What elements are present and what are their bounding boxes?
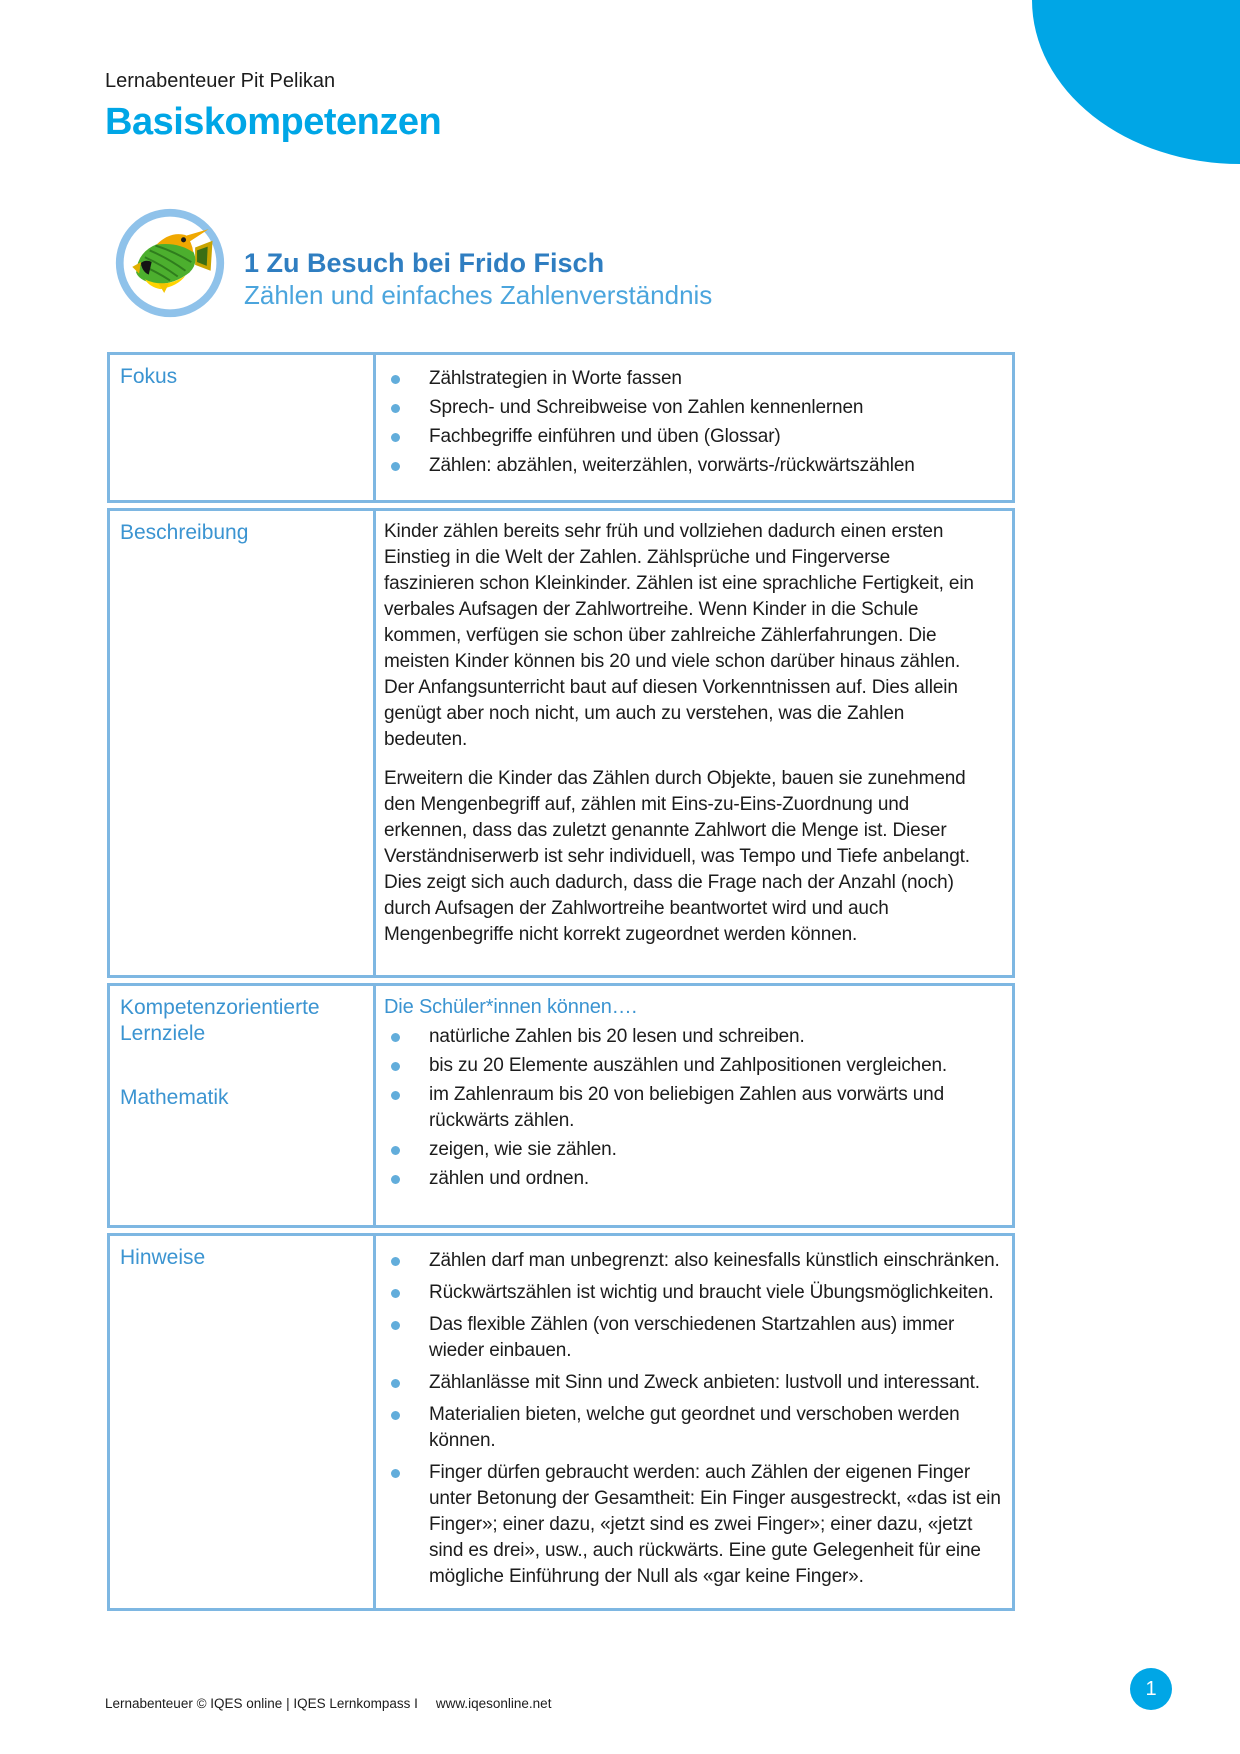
bullet-icon bbox=[391, 1321, 400, 1330]
table-row-lernziele bbox=[107, 983, 1015, 1228]
table-row-hinweise bbox=[107, 1233, 1015, 1611]
bullet-icon bbox=[391, 1062, 400, 1071]
row-content bbox=[376, 355, 1012, 500]
row-label: Beschreibung bbox=[110, 511, 376, 975]
description-paragraph: Kinder zählen bereits sehr früh und vollziehen dadurch einen ersten Einstieg in die Welt der Zahlen. Zählsprüche und Fingerverse faszinieren schon Kleinkinder. Zählen ist eine sprachliche Fertigkeit, ein verbales Aufsagen der Zahlwortreihe. Wenn Kinder in die Schule kommen, verfügen sie schon über zahlreiche Zählerfahrungen. Die meisten Kinder können bis 20 und viele schon darüber hinaus zählen. Der Anfangsunterricht baut auf diesen Vorkenntnissen auf. Dies allein genügt aber noch nicht, um auch zu verstehen, was die Zahlen bedeuten. bbox=[384, 521, 974, 750]
hinweise-bullet-list bbox=[384, 1248, 1002, 1590]
list-item bbox=[384, 1280, 1002, 1306]
list-item bbox=[384, 1312, 1002, 1364]
bullet-icon bbox=[391, 433, 400, 442]
row-content bbox=[376, 986, 1012, 1225]
bullet-icon bbox=[391, 1175, 400, 1184]
list-item bbox=[384, 1370, 1002, 1396]
footer-credit: Lernabenteuer © IQES online | IQES Lernkompass I bbox=[105, 1696, 418, 1711]
bullet-icon bbox=[391, 1379, 400, 1388]
bullet-icon bbox=[391, 1033, 400, 1042]
bullet-icon bbox=[391, 1289, 400, 1298]
bullet-text: Materialien bieten, welche gut geordnet und verschoben werden können. bbox=[429, 1404, 960, 1451]
bullet-text: zeigen, wie sie zählen. bbox=[429, 1139, 617, 1160]
bullet-text: Zählen: abzählen, weiterzählen, vorwärts-/rückwärtszählen bbox=[429, 455, 915, 476]
section-titles bbox=[244, 205, 712, 311]
fokus-bullet-list bbox=[384, 366, 1002, 479]
list-item bbox=[384, 1024, 1002, 1050]
row-label: Fokus bbox=[110, 355, 376, 500]
bullet-text: Rückwärtszählen ist wichtig und braucht viele Übungsmöglichkeiten. bbox=[429, 1282, 994, 1303]
bullet-text: Sprech- und Schreibweise von Zahlen kennenlernen bbox=[429, 397, 864, 418]
page-number: 1 bbox=[1145, 1677, 1157, 1700]
fish-icon bbox=[112, 205, 228, 321]
series-title: Lernabenteuer Pit Pelikan bbox=[105, 70, 336, 92]
bullet-text: Fachbegriffe einführen und üben (Glossar) bbox=[429, 426, 781, 447]
bullet-text: natürliche Zahlen bis 20 lesen und schreiben. bbox=[429, 1026, 805, 1047]
bullet-text: Zählanlässe mit Sinn und Zweck anbieten: lustvoll und interessant. bbox=[429, 1372, 980, 1393]
footer bbox=[105, 1696, 551, 1711]
list-item bbox=[384, 453, 1002, 479]
bullet-icon bbox=[391, 404, 400, 413]
bullet-text: zählen und ordnen. bbox=[429, 1168, 589, 1189]
row-label-main: Kompetenzorientierte Lernziele bbox=[120, 996, 320, 1045]
bullet-icon bbox=[391, 462, 400, 471]
bullet-text: im Zahlenraum bis 20 von beliebigen Zahlen aus vorwärts und rückwärts zählen. bbox=[429, 1084, 944, 1131]
list-item bbox=[384, 1402, 1002, 1454]
list-item bbox=[384, 1053, 1002, 1079]
bullet-icon bbox=[391, 375, 400, 384]
bullet-icon bbox=[391, 1091, 400, 1100]
page-number-badge bbox=[1130, 1668, 1172, 1710]
lernziele-bullet-list bbox=[384, 1024, 1002, 1192]
page-header bbox=[105, 70, 441, 144]
list-item bbox=[384, 1166, 1002, 1192]
row-label bbox=[110, 986, 376, 1225]
page-title: Basiskompetenzen bbox=[105, 101, 442, 143]
bullet-icon bbox=[391, 1146, 400, 1155]
bullet-icon bbox=[391, 1469, 400, 1478]
bullet-icon bbox=[391, 1411, 400, 1420]
list-item bbox=[384, 1248, 1002, 1274]
table-row-fokus bbox=[107, 352, 1015, 503]
description-paragraph: Erweitern die Kinder das Zählen durch Objekte, bauen sie zunehmend den Mengenbegriff auf, zählen mit Eins-zu-Eins-Zuordnung und erkennen, dass das zuletzt genannte Zahlwort die Menge ist. Dieser Verständniserwerb ist sehr individuell, was Tempo und Tiefe anbelangt. Dies zeigt sich auch dadurch, dass die Frage nach der Anzahl (noch) durch Aufsagen der Zahlwortreihe beantwortet wird und auch Mengenbegriffe nicht korrekt zugeordnet werden können. bbox=[384, 768, 970, 945]
bullet-text: Zählen darf man unbegrenzt: also keinesfalls künstlich einschränken. bbox=[429, 1250, 1000, 1271]
section-title: 1 Zu Besuch bei Frido Fisch bbox=[244, 248, 605, 278]
row-label: Hinweise bbox=[110, 1236, 376, 1608]
bullet-text: bis zu 20 Elemente auszählen und Zahlpositionen vergleichen. bbox=[429, 1055, 948, 1076]
footer-url[interactable]: www.iqesonline.net bbox=[435, 1696, 552, 1711]
corner-decoration bbox=[1032, 0, 1240, 164]
list-item bbox=[384, 1460, 1002, 1590]
table-row-beschreibung bbox=[107, 508, 1015, 978]
section-subtitle: Zählen und einfaches Zahlenverständnis bbox=[244, 280, 713, 310]
bullet-text: Zählstrategien in Worte fassen bbox=[429, 368, 682, 389]
row-content bbox=[376, 1236, 1012, 1608]
list-item bbox=[384, 424, 1002, 450]
row-content bbox=[376, 511, 1012, 975]
lernziele-intro: Die Schüler*innen können…. bbox=[384, 996, 637, 1018]
list-item bbox=[384, 395, 1002, 421]
section-heading bbox=[112, 205, 712, 321]
bullet-text: Finger dürfen gebraucht werden: auch Zählen der eigenen Finger unter Betonung der Gesamtheit: Ein Finger ausgestreckt, «das ist ein Finger»; einer dazu, «jetzt sind es zwei Finger»; einer dazu, «jetzt sind es drei», usw., auch rückwärts. Eine gute Gelegenheit für eine mögliche Einführung der Null als «gar keine Finger». bbox=[429, 1462, 1001, 1587]
list-item bbox=[384, 366, 1002, 392]
list-item bbox=[384, 1082, 1002, 1134]
bullet-text: Das flexible Zählen (von verschiedenen Startzahlen aus) immer wieder einbauen. bbox=[429, 1314, 955, 1361]
competency-table bbox=[107, 352, 1015, 1616]
row-label-subject: Mathematik bbox=[120, 1086, 229, 1109]
list-item bbox=[384, 1137, 1002, 1163]
bullet-icon bbox=[391, 1257, 400, 1266]
